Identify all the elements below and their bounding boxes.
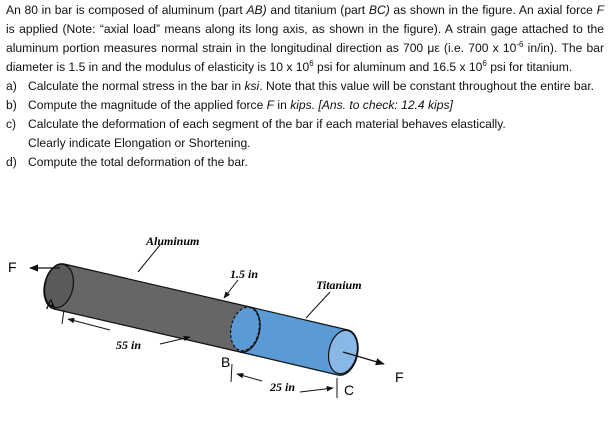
force-symbol: F [596,3,604,17]
dim-ab-right [160,337,190,344]
question-a-label: a) [6,79,17,93]
diameter-leader [224,280,238,298]
point-b-label: B [221,354,231,370]
question-c-line-2: Clearly indicate Elongation or Shortening. [28,136,251,150]
force-label-right: F [395,369,404,385]
bar-figure [0,225,609,423]
diameter-label: 1.5 in [230,267,259,281]
dim-bc-right [300,388,333,392]
question-d [6,153,604,172]
question-d-label: d) [6,155,17,169]
aluminum-leader [138,245,160,272]
exponent-1: -6 [516,40,524,49]
titanium-length-label: 25 in [270,380,296,394]
question-a-text-2: . Note that this value will be constant throughout the entire bar. [259,79,595,93]
titanium-label: Titanium [316,278,362,292]
force-label-left: F [8,259,17,275]
intro-text-2: and titanium (part [266,3,369,17]
question-d-text: Compute the total deformation of the bar. [28,155,248,169]
question-c-line-1: Calculate the deformation of each segment of the bar if each material behaves elastically. [28,117,506,131]
aluminum-segment [41,262,260,353]
tick-a [62,310,64,324]
question-b-text-2: in [274,98,291,112]
point-a-label: A [46,296,56,312]
force-symbol-b: F [266,98,275,112]
question-b-text [28,96,604,115]
question-a-text-1: Calculate the normal stress in the bar in [28,79,245,93]
question-b-label: b) [6,98,17,112]
intro-text-4: is applied (Note: “axial load” means along its long axis, as shown in the figure). A strain gage attached to the aluminum portion measures normal strain in the longitudinal direction as 700 με (i.e. 700 x 10 [6,22,604,55]
question-b [6,96,604,115]
question-b-text-1: Compute the magnitude of the applied force [28,98,267,112]
intro-text-5: in/in). The bar diameter is 1.5 in and the modulus of elasticity is 10 x 10 [6,41,604,74]
intro-text-7: psi for titanium. [486,60,573,74]
answer-check: kips. [Ans. to check: 12.4 kips] [290,98,453,112]
part-bc-label: BC) [368,3,390,17]
exponent-3: 6 [482,59,487,68]
part-ab-label: AB) [246,3,267,17]
unit-ksi: ksi [244,79,260,93]
problem-intro [6,1,604,77]
intro-text-6: psi for aluminum and 16.5 x 10 [313,60,483,74]
tick-b [231,364,232,382]
exponent-2: 6 [309,59,314,68]
problem-statement [6,1,604,172]
point-c-label: C [344,382,355,398]
question-c [6,115,604,134]
aluminum-length-label: 55 in [116,338,142,352]
aluminum-label: Aluminum [146,234,200,248]
question-a-text [28,77,604,96]
question-a [6,77,604,96]
intro-text-3: as shown in the figure. An axial force [389,3,597,17]
titanium-segment [227,305,362,377]
titanium-leader [306,292,330,318]
question-c-label: c) [6,117,17,131]
dim-bc-left [237,374,262,381]
intro-text-1: An 80 in bar is composed of aluminum (part [6,3,247,17]
